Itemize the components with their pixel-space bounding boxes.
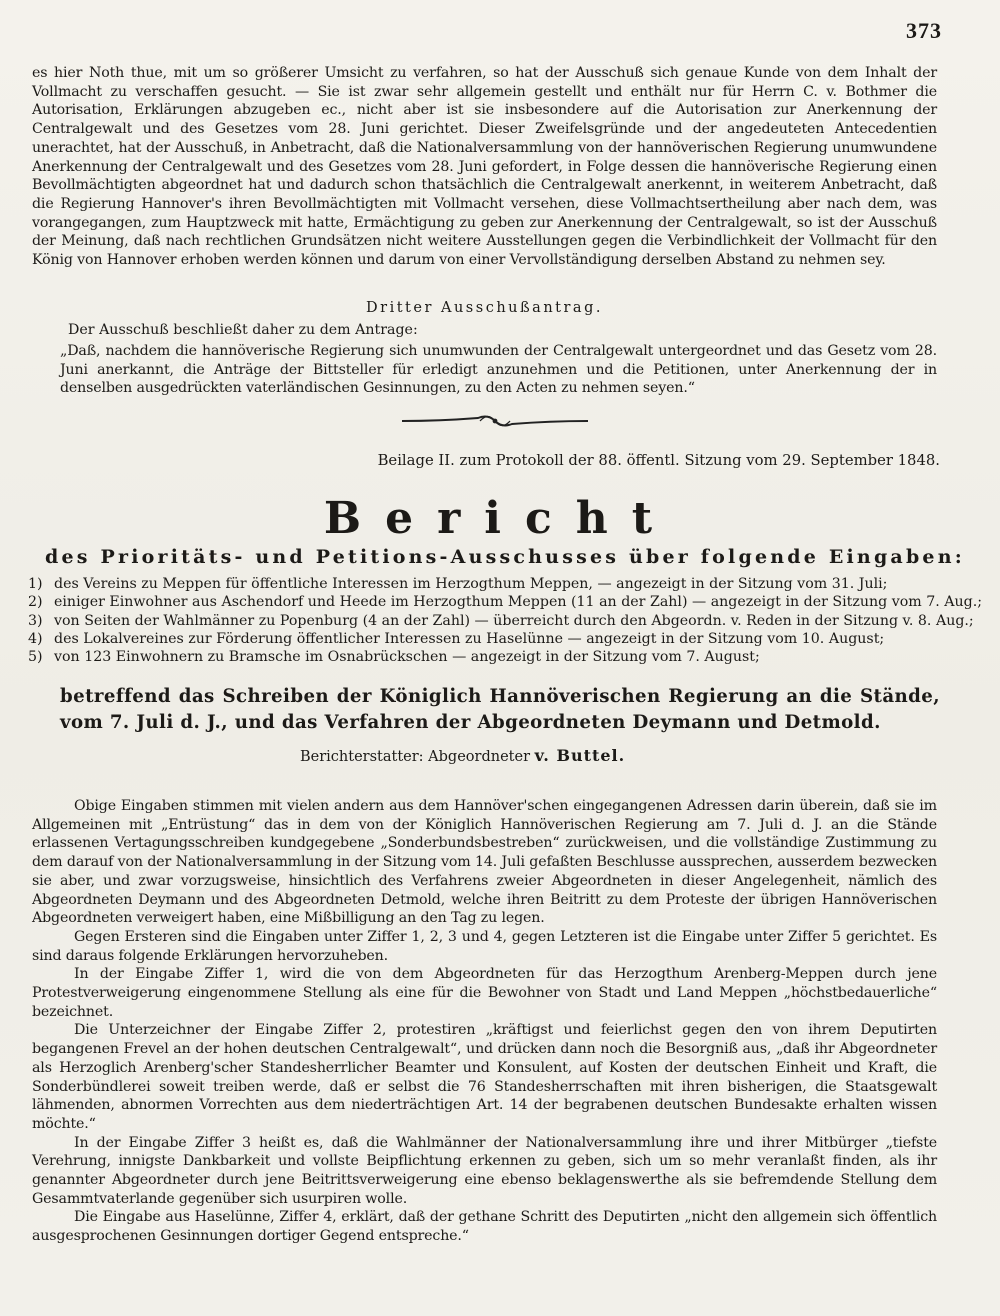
- list-item-text: von 123 Einwohnern zu Bramsche im Osnabrückschen — angezeigt in der Sitzung vom 7. August;: [54, 649, 760, 666]
- reporter-line: [300, 746, 900, 765]
- third-motion-quote: „Daß, nachdem die hannöverische Regierung sich unumwunden der Centralgewalt untergeordnet und das Gesetz vom 28. Juni anerkannt, die Anträge der Bittsteller für erledigt anzunehmen und die Petitionen, unter Anerkennung der in denselben ausgedrückten vaterländischen Gesinnungen, zu den Acten zu nehmen seyen.“: [60, 343, 937, 397]
- list-item: [28, 575, 948, 593]
- third-motion-lead: Der Ausschuß beschließt daher zu dem Antrage:: [68, 322, 418, 338]
- list-item: [28, 593, 983, 611]
- page-number: 373: [906, 18, 942, 43]
- list-item-number: 2): [28, 594, 43, 611]
- third-motion-heading: Dritter Ausschußantrag.: [366, 300, 603, 316]
- body-paragraph: In der Eingabe Ziffer 1, wird die von dem Abgeordneten für das Herzogthum Arenberg-Meppen durch jene Protestverweigerung eingenommene Stellung als eine für die Bewohner von Stadt und Land Meppen „höchstbedauerliche“ bezeichnet.: [32, 966, 937, 1020]
- report-subject: betreffend das Schreiben der Königlich Hannöverischen Regierung an die Stände, vom 7. Juli d. J., und das Verfahren der Abgeordneten Deymann und Detmold.: [60, 686, 940, 733]
- list-item-text: des Lokalvereines zur Förderung öffentlicher Interessen zu Haselünne — angezeigt in der Sitzung vom 10. August;: [54, 630, 885, 647]
- beilage-line: Beilage II. zum Protokoll der 88. öffentl. Sitzung vom 29. September 1848.: [377, 452, 940, 469]
- list-item-text: einiger Einwohner aus Aschendorf und Heede im Herzogthum Meppen (11 an der Zahl) — angezeigt in der Sitzung vom 7. Aug.;: [54, 594, 983, 611]
- report-body: [32, 797, 937, 1246]
- report-title: Bericht: [323, 493, 677, 544]
- body-paragraph: Die Eingabe aus Haselünne, Ziffer 4, erklärt, daß der gethane Schritt des Deputirten „nicht den allgemein sich öffentlich ausgesprochenen Gesinnungen dortiger Gegend entspreche.“: [32, 1209, 937, 1245]
- list-item-number: 3): [28, 612, 43, 629]
- reporter-label: Berichterstatter: Abgeordneter: [300, 749, 530, 765]
- list-item-text: von Seiten der Wahlmänner zu Popenburg (4 an der Zahl) — überreicht durch den Abgeordn. v. Reden in der Sitzung v. 8. Aug.;: [54, 612, 974, 629]
- body-paragraph: Die Unterzeichner der Eingabe Ziffer 2, protestiren „kräftigst und feierlichst gegen den von ihrem Deputirten begangenen Frevel an der hohen deutschen Centralgewalt“, und drücken dann noch die Besorgniß aus, „daß ihr Abgeordneter als Herzoglich Arenberg'scher Standesherrlicher Beamter und Konsulent, auf Kosten der deutschen Einheit und Kraft, die Sonderbündlerei soweit treiben werde, daß er selbst die 76 Standesherrschaften mit ihren bisherigen, die Staatsgewalt lähmenden, abnormen Vorrechten aus dem niederträchtigen Art. 14 der begrabenen deutschen Bundesakte erhalten wissen möchte.“: [32, 1022, 937, 1132]
- body-paragraph: Obige Eingaben stimmen mit vielen andern aus dem Hannöver'schen eingegangenen Adressen darin überein, daß sie im Allgemeinen mit „Entrüstung“ das in dem von der Königlich Hannöverischen Regierung am 7. Juli d. J. an die Stände erlassenen Vertagungsschreiben kundgegebene „Sonderbundsbestreben“ zurückweisen, und die vollständige Zustimmung zu dem darauf von der Nationalversammlung in der Sitzung vom 14. Juli gefaßten Beschlusse aussprechen, ausserdem bezwecken sie aber, und zwar vorzugsweise, hinsichtlich des Verfahrens zweier Abgeordneten in dieser Angelegenheit, nämlich des Abgeordneten Deymann und des Abgeordneten Detmold, welche ihren Beitritt zu dem Proteste der übrigen Hannöverischen Abgeordneten verweigert haben, eine Mißbilligung an den Tag zu legen.: [32, 798, 937, 927]
- ornament-divider: [400, 410, 590, 432]
- list-item-text: des Vereins zu Meppen für öffentliche Interessen im Herzogthum Meppen, — angezeigt in der Sitzung vom 31. Juli;: [54, 576, 888, 592]
- body-paragraph: In der Eingabe Ziffer 3 heißt es, daß die Wahlmänner der Nationalversammlung ihre und ihrer Mitbürger „tiefste Verehrung, innigste Dankbarkeit und vollste Beipflichtung erkennen zu geben, sich um so mehr veranlaßt finden, als ihr genannter Abgeordneter durch jene Beitrittsverweigerung eine ebenso beklagenswerthe als sie befremdende Stellung dem Gesammtvaterlande gegenüber sich usurpiren wolle.: [32, 1134, 937, 1207]
- list-item-number: 1): [28, 576, 43, 592]
- list-item-number: 5): [28, 649, 43, 666]
- intro-paragraph: es hier Noth thue, mit um so größerer Umsicht zu verfahren, so hat der Ausschuß sich genaue Kunde von dem Inhalt der Vollmacht zu verschaffen gesucht. — Sie ist zwar sehr allgemein gestellt und enthält nur für Herrn C. v. Bothmer die Autorisation, Erklärungen abzugeben ec., nicht aber ist sie insbesondere auf die Autorisation zur Anerkennung der Centralgewalt und des Gesetzes vom 28. Juni gerichtet. Dieser Zweifelsgründe und der angedeuteten Antecedentien unerachtet, hat der Ausschuß, in Anbetracht, daß die Nationalversammlung von der hannöverischen Regierung unumwundene Anerkennung der Centralgewalt und des Gesetzes vom 28. Juni gefordert, in Folge dessen die hannöverische Regierung einen Bevollmächtigten abgeordnet hat und dadurch schon thatsächlich die Centralgewalt anerkennt, in weiterem Anbetracht, daß die Regierung Hannover's ihren Bevollmächtigten mit Vollmacht versehen, diese Vollmachtsertheilung aber nach dem, was vorangegangen, zum Hauptzweck mit hatte, Ermächtigung zu geben zur Anerkennung der Centralgewalt, so ist der Ausschuß der Meinung, daß nach rechtlichen Grundsätzen nicht weitere Ausstellungen gegen die Verbindlichkeit der Vollmacht für den König von Hannover erhoben werden können und darum von einer Vervollständigung derselben Abstand zu nehmen sey.: [32, 65, 937, 269]
- list-item: [28, 630, 948, 648]
- reporter-name: v. Buttel.: [534, 746, 626, 765]
- body-paragraph: Gegen Ersteren sind die Eingaben unter Ziffer 1, 2, 3 und 4, gegen Letzteren ist die Eingabe unter Ziffer 5 gerichtet. Es sind daraus folgende Erklärungen hervorzuheben.: [32, 928, 937, 964]
- petition-list: [28, 575, 983, 666]
- list-item-number: 4): [28, 630, 43, 647]
- report-subtitle: des Prioritäts- und Petitions-Ausschusses über folgende Eingaben:: [45, 546, 965, 568]
- list-item: [28, 612, 974, 630]
- list-item: [28, 648, 948, 666]
